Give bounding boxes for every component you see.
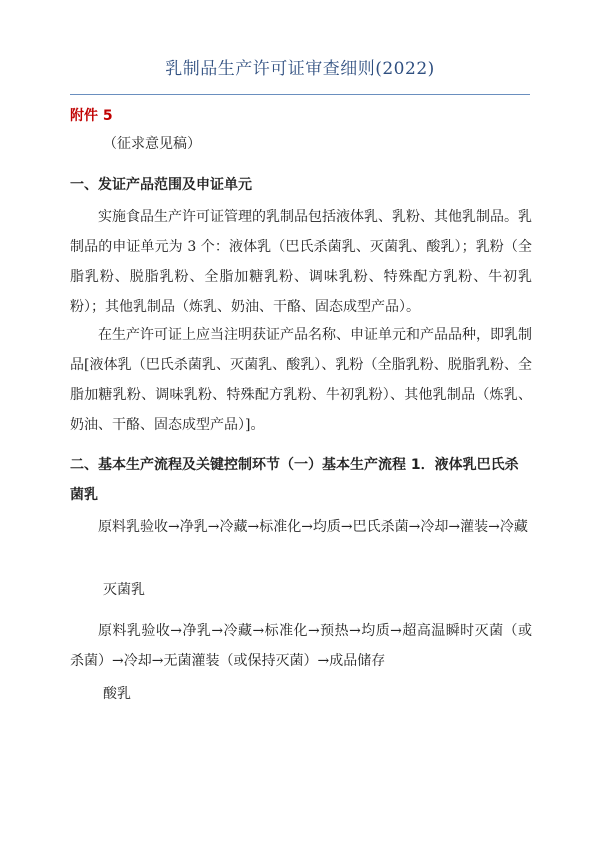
section-1-paragraph-2: 在生产许可证上应当注明获证产品名称、申证单元和产品品种，即乳制品[液体乳（巴氏杀菌乳、灭菌乳、酸乳）、乳粉（全脂乳粉、脱脂乳粉、全脂加糖乳粉、调味乳粉、特殊配方乳粉、牛初乳粉）、其他乳制品（炼乳、奶油、干酪、固态成型产品）]。 [70,327,532,433]
sterilized-milk-label: 灭菌乳 [103,582,145,598]
attachment-label: 附件 5 [70,108,113,124]
document-title: 乳制品生产许可证审查细则(2022) [165,59,435,79]
section-1-paragraph-1: 实施食品生产许可证管理的乳制品包括液体乳、乳粉、其他乳制品。乳制品的申证单元为 3 个：液体乳（巴氏杀菌乳、灭菌乳、酸乳）；乳粉（全脂乳粉、脱脂乳粉、全脂加糖乳粉、调味乳粉、特殊配方乳粉、牛初乳粉）；其他乳制品（炼乳、奶油、干酪、固态成型产品）。 [70,209,532,315]
section-2-heading: 二、基本生产流程及关键控制环节（一）基本生产流程 1．液体乳巴氏杀菌乳 [70,457,519,503]
yogurt-label: 酸乳 [103,686,131,702]
flow-sterilized-milk: 原料乳验收→净乳→冷藏→标准化→预热→均质→超高温瞬时灭菌（或杀菌）→冷却→无菌灌装（或保持灭菌）→成品储存 [70,623,532,669]
document-header [70,58,530,95]
draft-note: （征求意见稿） [103,136,201,152]
flow-pasteurized-milk: 原料乳验收→净乳→冷藏→标准化→均质→巴氏杀菌→冷却→灌装→冷藏 [98,519,528,535]
section-1-heading: 一、发证产品范围及申证单元 [70,177,252,193]
